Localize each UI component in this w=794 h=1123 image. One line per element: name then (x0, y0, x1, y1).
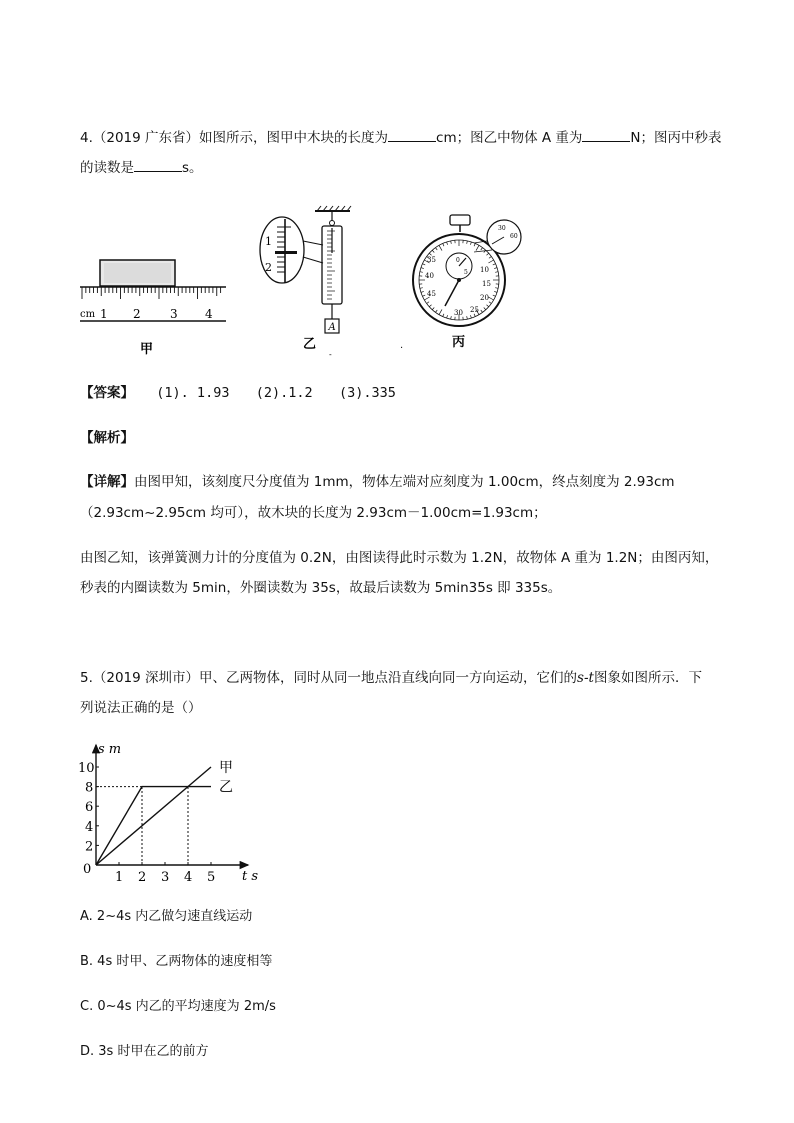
outer-label-10: 10 (480, 266, 489, 274)
spring-scale-figure (255, 205, 365, 360)
detail-text-1: 由图甲知，该刻度尺分度值为 1mm，物体左端对应刻度为 1.00cm，终点刻度为 2.93cm (134, 474, 675, 490)
series-label-乙: 乙 (219, 779, 233, 796)
weight-a-label: A (328, 322, 336, 333)
crown (450, 215, 470, 225)
stopwatch-figure (412, 210, 527, 355)
magnifier-pointer-line-2 (303, 257, 323, 263)
ruler-unit: cm (80, 309, 96, 320)
series-line-甲 (96, 767, 211, 865)
ruler-ticks (82, 287, 221, 299)
fig-label-bing: 丙 (452, 335, 466, 350)
hand-pivot (457, 278, 461, 282)
stray-dot: . (400, 340, 404, 351)
x-tick-label: 1 (115, 870, 124, 885)
q4-unit2: N；图丙中秒表 (630, 130, 722, 146)
outer-label-45: 45 (427, 290, 436, 298)
detail-label: 【详解】 (80, 474, 134, 490)
q4-line2-prefix: 的读数是 (80, 160, 134, 176)
fig-label-yi: 乙 (303, 337, 317, 352)
y-tick-label: 10 (78, 761, 95, 776)
y-tick-label: 4 (85, 819, 94, 835)
q5-line2: 列说法正确的是（） (80, 700, 202, 716)
magnifier-label-2: 2 (265, 261, 272, 274)
answer-line (80, 383, 396, 403)
detail-line3: 由图乙知，该弹簧测力计的分度值为 0.2N，由图读得此时示数为 1.2N，故物体 A 重为 1.2N；由图丙知， (80, 550, 719, 566)
y-tick-label: 8 (85, 780, 94, 796)
ruler-label-1: 1 (100, 307, 108, 321)
option-b[interactable]: B. 4s 时甲、乙两物体的速度相等 (80, 954, 273, 969)
analysis-label: 【解析】 (80, 430, 134, 446)
series-line-乙 (96, 787, 211, 865)
blank-2 (582, 128, 630, 142)
answer-label: 【答案】 (80, 385, 134, 401)
ruler-label-4: 4 (205, 307, 213, 321)
st-chart (78, 735, 278, 885)
x-tick-label: 5 (207, 870, 216, 885)
q5-text-a: 5.（2019 深圳市）甲、乙两物体，同时从同一地点沿直线向同一方向运动，它们的 (80, 670, 578, 686)
blank-3 (134, 158, 182, 172)
q4-unit1: cm；图乙中物体 A 重为 (436, 130, 583, 146)
magnifier-label-1: 1 (265, 235, 272, 248)
outer-label-25: 25 (470, 306, 479, 314)
magnifier-pointer-line (303, 241, 323, 245)
origin-label: 0 (83, 862, 92, 877)
answer-part-3: (3).335 (338, 385, 396, 401)
series-label-甲: 甲 (219, 760, 233, 776)
x-tick-label: 2 (138, 870, 147, 885)
y-tick-label: 6 (85, 800, 94, 816)
blank-1 (388, 128, 436, 142)
answer-part-2: (2).1.2 (255, 385, 313, 401)
zoom-label-30: 30 (498, 225, 506, 232)
detail-line2: （2.93cm~2.95cm 均可），故木块的长度为 2.93cm－1.00cm=1.93cm； (80, 505, 547, 521)
ruler-figure (78, 250, 238, 360)
outer-label-20: 20 (480, 294, 489, 302)
x-tick-label: 4 (184, 870, 193, 885)
y-tick-label: 2 (85, 839, 94, 855)
inner-label-5: 5 (464, 269, 468, 276)
detail-line4: 秒表的内圈读数为 5min，外圈读数为 35s，故最后读数为 5min35s 即 335s。 (80, 580, 562, 596)
outer-label-40: 40 (425, 272, 434, 280)
q5-text-b: 图象如图所示．下 (593, 670, 702, 686)
stray-mark: - (329, 350, 332, 359)
answer-part-1: (1). 1.93 (156, 385, 230, 401)
ruler-label-2: 2 (133, 307, 141, 321)
outer-label-30: 30 (454, 309, 463, 317)
magnifier-pointer (275, 251, 297, 254)
hook-ring (330, 221, 335, 226)
q5-line1 (80, 668, 702, 688)
zoom-label-60: 60 (510, 233, 518, 240)
x-axis-title: t s (242, 869, 259, 884)
y-axis-title: s m (98, 742, 122, 757)
detail-line1 (80, 472, 675, 492)
ruler-label-3: 3 (170, 307, 178, 321)
option-a[interactable]: A. 2~4s 内乙做匀速直线运动 (80, 909, 253, 924)
option-d[interactable]: D. 3s 时甲在乙的前方 (80, 1044, 209, 1059)
outer-label-15: 15 (482, 280, 491, 288)
wood-texture (104, 263, 171, 283)
q4-prefix: 4.（2019 广东省）如图所示，图甲中木块的长度为 (80, 130, 389, 146)
q4-line2 (80, 158, 203, 178)
inner-label-0: 0 (456, 257, 460, 264)
q4-line1 (80, 128, 722, 148)
outer-label-35: 35 (427, 256, 436, 264)
option-c[interactable]: C. 0~4s 内乙的平均速度为 2m/s (80, 999, 276, 1014)
series-lines (96, 760, 233, 865)
x-tick-label: 3 (161, 870, 170, 885)
q5-var: s-t (577, 670, 594, 686)
q4-line2-suffix: s。 (182, 160, 203, 176)
fig-label-jia: 甲 (140, 342, 154, 357)
